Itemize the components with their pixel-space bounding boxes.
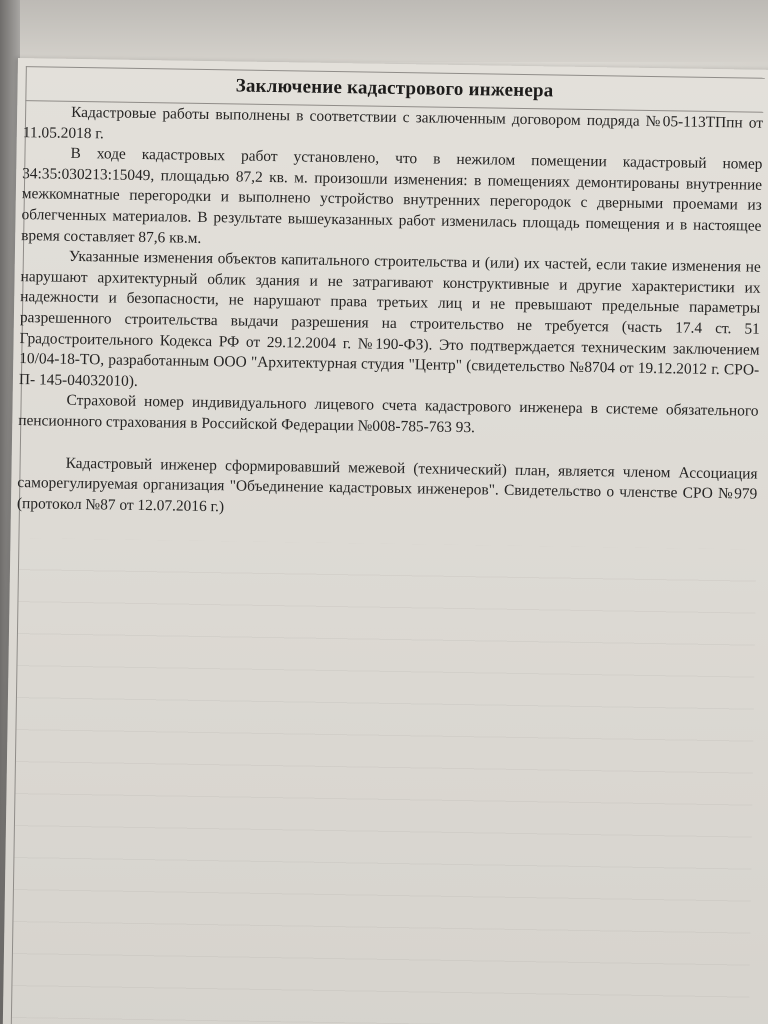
paragraph-changes: В ходе кадастровых работ установлено, что в нежилом помещении кадастровый номер 34:35:030213:15049, площадью 87,2 кв. м. произошли изменения: в помещениях демонтированы внутренние межкомнатные перегородки и выполнено устройство внутренних перегородок с дверными проемами из облегченных материалов. В результате вышеуказанных работ изменилась площадь помещения и в настоящее время составляет 87,6 кв.м.	[21, 145, 763, 247]
document-sheet	[2, 58, 768, 1024]
paragraph-legal-basis: Указанные изменения объектов капитального строительства и (или) их частей, если такие изменения не нарушают архитектурный облик здания и не затрагивают конструктивные и другие характеристики их надежности и безопасности, не нарушают права третьих лиц и не превышают предельные параметры разрешенного строительства выдачи разрешения на строительство не требуется (часть 17.4 ст. 51 Градостроительного Кодекса РФ от 29.12.2004 г. №190-ФЗ). Это подтверждается техническим заключением 10/04-18-ТО, разработанным ООО "Архитектурная студия "Центр" (свидетельство №8704 от 19.12.2012 г. СРО-П- 145-04032010).	[18, 247, 761, 390]
paragraph-sro-membership: Кадастровый инженер сформировавший межевой (технический) план, является членом Ассоциация саморегулируемая организация "Объединение кадастровых инженеров". Свидетельство о членстве СРО №979 (протокол №87 от 12.07.2016 г.)	[16, 454, 758, 515]
paragraph-insurance-number: Страховой номер индивидуального лицевого счета кадастрового инженера в системе обязательного пенсионного страхования в Российской Федерации №008-785-763 93.	[18, 392, 759, 437]
paragraph-contract: Кадастровые работы выполнены в соответствии с заключенным договором подряда №05-113ТПпн от 11.05.2018 г.	[22, 103, 764, 142]
document-body	[17, 102, 763, 526]
document-title: Заключение кадастрового инженера	[235, 75, 554, 102]
faint-background-print	[11, 538, 756, 1024]
background-surface	[0, 0, 768, 62]
